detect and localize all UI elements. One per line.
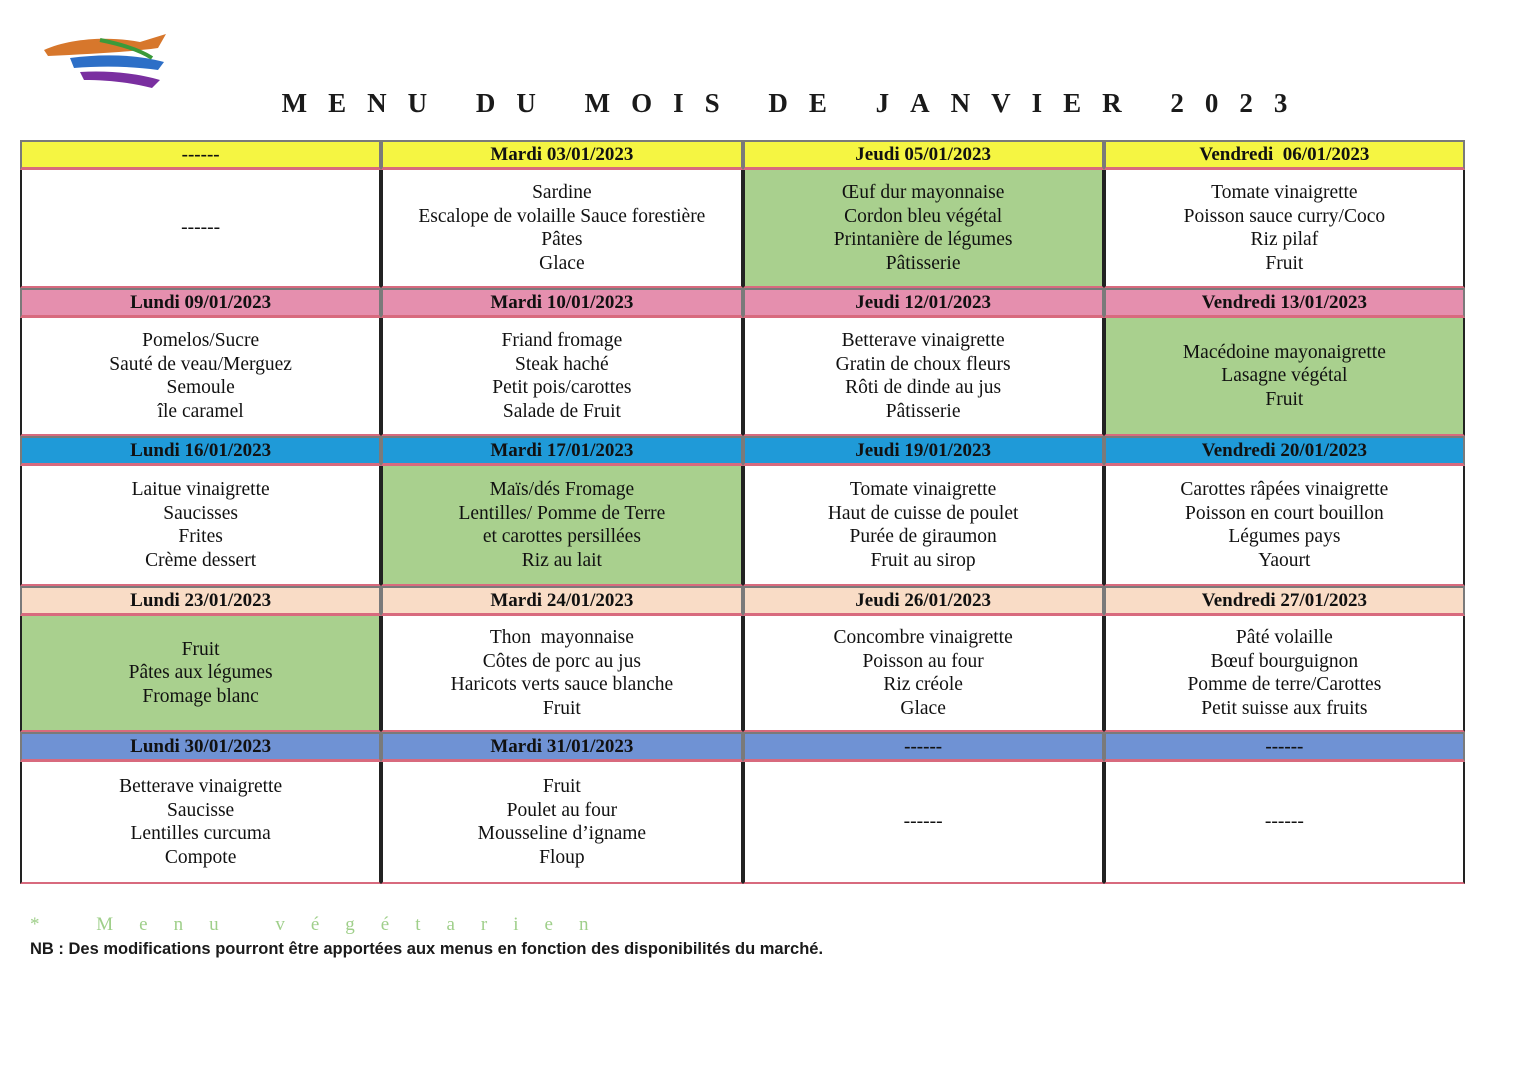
menu-item: Lentilles curcuma <box>130 823 271 844</box>
menu-item: Steak haché <box>515 353 609 375</box>
menu-item: Fruit <box>1265 252 1304 274</box>
day-menu <box>20 170 381 288</box>
menu-grid <box>20 140 1465 884</box>
day-header: Lundi 30/01/2023 <box>20 732 381 762</box>
day-header: Lundi 16/01/2023 <box>20 436 381 466</box>
menu-item: Poisson sauce curry/Coco <box>1183 205 1386 227</box>
day-header: Lundi 09/01/2023 <box>20 288 381 318</box>
menu-item: Salade de Fruit <box>502 400 621 422</box>
day-header: Vendredi 06/01/2023 <box>1104 140 1465 170</box>
page-title: MENU DU MOIS DE JANVIER 2023 <box>281 88 1309 118</box>
menu-item: Fruit <box>542 776 581 797</box>
day-menu <box>381 762 742 884</box>
day-header: Vendredi 13/01/2023 <box>1104 288 1465 318</box>
menu-item: Thon mayonnaise <box>489 627 634 648</box>
day-header: Vendredi 27/01/2023 <box>1104 586 1465 616</box>
menu-item: Crème dessert <box>145 549 257 571</box>
menu-item: Pâtisserie <box>885 400 961 422</box>
menu-item: Sardine <box>532 182 592 203</box>
menu-item: Poulet au four <box>506 799 618 821</box>
menu-item: Pomme de terre/Carottes <box>1187 674 1382 695</box>
menu-item: Sauté de veau/Merguez <box>109 353 292 375</box>
day-menu <box>381 466 742 586</box>
menu-item: Légumes pays <box>1228 526 1341 547</box>
day-header: ------ <box>743 732 1104 762</box>
day-menu <box>1104 762 1465 884</box>
day-header: Jeudi 19/01/2023 <box>743 436 1104 466</box>
day-header: Vendredi 20/01/2023 <box>1104 436 1465 466</box>
day-menu <box>381 170 742 288</box>
menu-item: Betterave vinaigrette <box>119 776 283 797</box>
day-menu <box>20 616 381 732</box>
menu-item: Escalope de volaille Sauce forestière <box>418 205 706 227</box>
menu-item: Œuf dur mayonnaise <box>841 182 1005 203</box>
menu-item: Bœuf bourguignon <box>1210 650 1359 672</box>
menu-item: Rôti de dinde au jus <box>845 377 1002 398</box>
menu-item: Carottes râpées vinaigrette <box>1180 479 1389 500</box>
menu-item: Pâtes aux légumes <box>128 662 273 684</box>
menu-item: Pâté volaille <box>1235 627 1333 648</box>
day-header: Jeudi 26/01/2023 <box>743 586 1104 616</box>
day-menu <box>743 170 1104 288</box>
day-menu <box>20 318 381 436</box>
day-menu <box>381 616 742 732</box>
menu-item: Compote <box>164 846 237 868</box>
vegetarian-legend: * Menu végétarien <box>30 914 615 935</box>
day-menu <box>743 318 1104 436</box>
menu-item: Laitue vinaigrette <box>131 479 270 500</box>
day-header: Lundi 23/01/2023 <box>20 586 381 616</box>
menu-item: Pâtisserie <box>885 252 961 274</box>
menu-item: Haut de cuisse de poulet <box>827 502 1019 524</box>
menu-item: Yaourt <box>1258 549 1311 571</box>
day-menu <box>381 318 742 436</box>
menu-item: Fromage blanc <box>142 685 259 707</box>
menu-item: Pomelos/Sucre <box>142 330 260 351</box>
menu-item: Friand fromage <box>501 330 623 351</box>
day-menu <box>1104 318 1465 436</box>
day-header: ------ <box>20 140 381 170</box>
day-menu <box>20 762 381 884</box>
menu-item: Concombre vinaigrette <box>833 627 1013 648</box>
menu-item: ------ <box>903 811 943 833</box>
menu-item: Gratin de choux fleurs <box>835 353 1011 375</box>
day-menu <box>1104 616 1465 732</box>
school-logo <box>40 30 172 92</box>
day-menu <box>20 466 381 586</box>
menu-item: Haricots verts sauce blanche <box>450 674 674 695</box>
menu-item: Fruit <box>181 638 220 660</box>
menu-item: Côtes de porc au jus <box>482 650 641 672</box>
menu-item: Printanière de légumes <box>833 229 1013 250</box>
menu-item: Macédoine mayonaigrette <box>1182 341 1386 363</box>
menu-item: île caramel <box>157 400 244 422</box>
menu-item: Riz pilaf <box>1250 229 1319 250</box>
menu-item: Cordon bleu végétal <box>844 205 1003 227</box>
day-menu <box>743 762 1104 884</box>
day-menu <box>1104 466 1465 586</box>
day-header: Mardi 17/01/2023 <box>381 436 742 466</box>
market-note: NB : Des modifications pourront être apportées aux menus en fonction des disponibilités du marché. <box>30 940 824 958</box>
menu-item: Betterave vinaigrette <box>841 330 1005 351</box>
day-header: Jeudi 12/01/2023 <box>743 288 1104 318</box>
menu-item: Floup <box>539 846 585 868</box>
menu-item: Riz au lait <box>521 549 602 571</box>
menu-item: Riz créole <box>883 674 963 695</box>
day-header: Jeudi 05/01/2023 <box>743 140 1104 170</box>
menu-item: Fruit <box>542 697 581 719</box>
menu-item: Frites <box>178 526 223 547</box>
menu-item: Semoule <box>166 377 235 398</box>
menu-item: Saucisse <box>167 799 235 821</box>
menu-item: et carottes persillées <box>482 526 641 547</box>
menu-item: Pâtes <box>541 229 583 250</box>
menu-item: Saucisses <box>163 502 238 524</box>
day-header: Mardi 10/01/2023 <box>381 288 742 318</box>
menu-item: Lasagne végétal <box>1221 365 1348 387</box>
menu-item: Glace <box>539 252 585 274</box>
day-menu <box>743 466 1104 586</box>
menu-item: ------ <box>1264 811 1304 833</box>
day-menu <box>1104 170 1465 288</box>
menu-item: Poisson en court bouillon <box>1184 502 1384 524</box>
menu-item: Fruit <box>1265 388 1304 410</box>
day-header: Mardi 03/01/2023 <box>381 140 742 170</box>
menu-item: Maïs/dés Fromage <box>489 479 635 500</box>
menu-item: Tomate vinaigrette <box>849 479 997 500</box>
day-header: Mardi 24/01/2023 <box>381 586 742 616</box>
menu-item: Tomate vinaigrette <box>1211 182 1358 203</box>
menu-item: Petit pois/carottes <box>492 377 632 398</box>
menu-item: Mousseline d’igname <box>477 823 647 844</box>
day-header: ------ <box>1104 732 1465 762</box>
menu-item: Lentilles/ Pomme de Terre <box>458 502 666 524</box>
menu-item: Fruit au sirop <box>870 549 976 571</box>
day-menu <box>743 616 1104 732</box>
menu-item: ------ <box>181 217 221 239</box>
menu-item: Petit suisse aux fruits <box>1201 697 1368 719</box>
menu-item: Purée de giraumon <box>849 526 997 547</box>
menu-item: Poisson au four <box>862 650 984 672</box>
day-header: Mardi 31/01/2023 <box>381 732 742 762</box>
menu-item: Glace <box>900 697 946 719</box>
